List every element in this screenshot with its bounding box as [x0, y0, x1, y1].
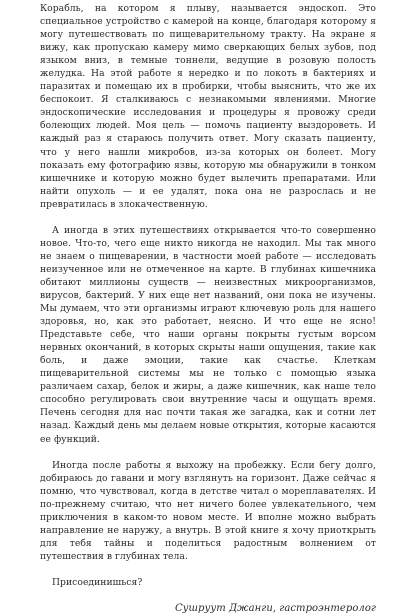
paragraph-discoveries: А иногда в этих путешествиях открывается что-то совершенно новое. Что-то, чего еще никто никогда не находил. Мы так много не знаем о пищеварении, в частности моей работе — исследовать неизученное или не отмеченное на карте. В глубинах кишечника обитают миллионы существ — неизвестных микроорганизмов, вирусов, бактерий. У них еще нет названий, они пока не изучены. Мы думаем, что эти организмы играют ключевую роль для нашего здоровья, но, как это работает, неясно. И что еще не ясно! Представьте себе, что наши органы покрыты густым ворсом нервных окончаний, в которых скрыты наши ощущения, такие как боль, и даже эмоции, такие как счастье. Клеткам пищеварительной системы мы не только с помощью языка различаем сахар, белок и жиры, а даже кишечник, как наше тело способно регулировать свои внутренние часы и ощущать время. Печень сегодня для нас почти такая же загадка, как и сотни лет назад. Каждый день мы делаем новые открытия, которые касаются ее функций.	[40, 224, 376, 445]
paragraph-invitation: Присоединишься?	[52, 576, 143, 588]
paragraph-endoscope-intro: Корабль, на котором я плыву, называется эндоскоп. Это специальное устройство с камерой на конце, благодаря которому я могу путешествовать по пищеварительному тракту. На экране я вижу, как пропускаю камеру мимо сверкающих белых зубов, под языком вниз, в темные тоннели, ведущие в розовую полость желудка. На этой работе я нередко и по локоть в бактериях и паразитах и помещаю их в пробирки, чтобы выяснить, что же их беспокоит. Я сталкиваюсь с незнакомыми явлениями. Многие эндоскопические исследования и процедуры я провожу среди болеющих людей. Моя цель — помочь пациенту выздороветь. И каждый раз я стараюсь получить ответ. Могу сказать пациенту, что у него нашли микробов, из-за которых он болеет. Могу показать ему фотографию язвы, которую мы обнаружили в тонком кишечнике и которую можно будет вылечить препаратами. Или найти опухоль — и ее удалят, пока она не разрослась и не превратилась в злокачественную.	[40, 3, 376, 210]
paragraph-spacer	[40, 211, 376, 224]
author-signature: Сушруут Джанги, гастроэнтеролог	[174, 602, 376, 614]
paragraph-spacer	[40, 589, 376, 602]
paragraph-running: Иногда после работы я выхожу на пробежку. Если бегу долго, добираюсь до гавани и могу взглянуть на горизонт. Даже сейчас я помню, что чувствовал, когда в детстве читал о мореплавателях. И по-прежнему считаю, что нет ничего более увлекательного, чем приключения в каком-то новом месте. И вполне можно выбрать направление не наружу, а внутрь. В этой книге я хочу приоткрыть для тебя тайны и поделиться радостным волнением от путешествия в глубинах тела.	[40, 459, 376, 562]
paragraph-spacer	[40, 446, 376, 459]
paragraph-spacer	[40, 563, 376, 576]
